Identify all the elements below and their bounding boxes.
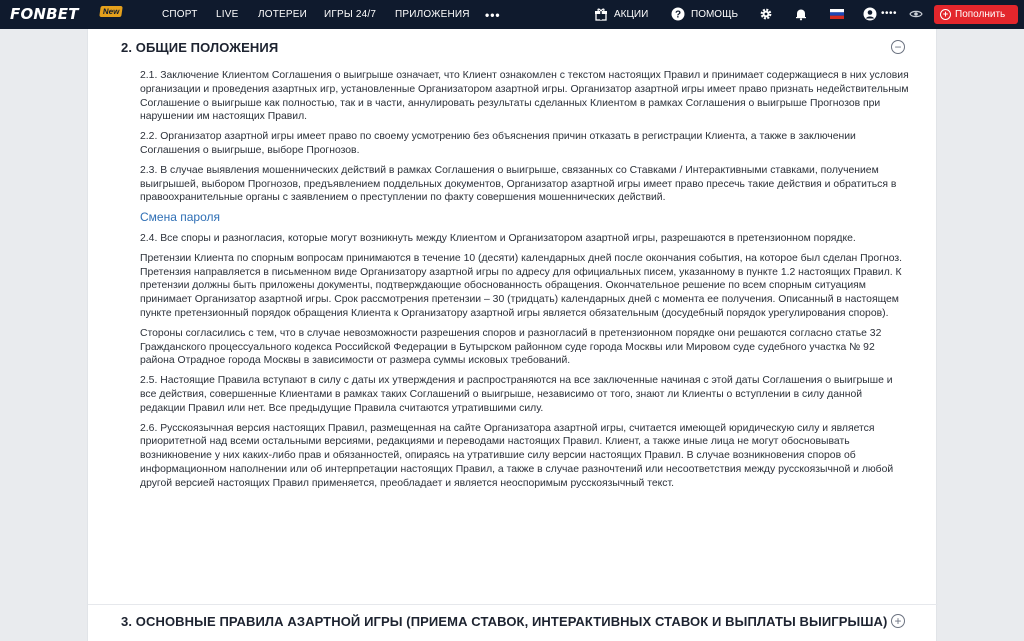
expand-section-3-button[interactable]: +	[891, 614, 905, 628]
fonbet-logo[interactable]: FONBET	[10, 5, 79, 23]
help-link[interactable]: ПОМОЩЬ	[691, 9, 739, 20]
section-2-body	[140, 69, 910, 497]
balance-hidden[interactable]: ••••	[881, 8, 898, 19]
deposit-button[interactable]	[934, 5, 1018, 24]
russian-flag-icon[interactable]	[830, 9, 844, 19]
more-menu-button[interactable]: •••	[485, 8, 501, 22]
paragraph-2-3: 2.3. В случае выявления мошеннических действий в рамках Соглашения о выигрыше, связанных со Ставками / Интерактивными ставками, получением выигрышей, выбором Прогнозов, предъявлением поддельных документов, Организатор азартной игры имеет право пресечь такие действия и обратиться в правоохранительные органы с заявлением о преступлении по факту совершения мошеннических действий.	[140, 164, 897, 204]
top-navigation-bar	[0, 0, 1024, 29]
nav-lotteries[interactable]: ЛОТЕРЕИ	[258, 9, 308, 20]
rules-content-panel	[87, 29, 937, 641]
change-password-link[interactable]: Смена пароля	[140, 210, 220, 225]
help-icon[interactable]	[671, 7, 685, 21]
user-icon[interactable]	[863, 7, 877, 21]
section-3-title[interactable]: 3. ОСНОВНЫЕ ПРАВИЛА АЗАРТНОЙ ИГРЫ (ПРИЕМА СТАВОК, ИНТЕРАКТИВНЫХ СТАВОК И ВЫПЛАТЫ ВЫИГРЫША)	[121, 614, 888, 629]
eye-icon[interactable]	[909, 7, 923, 21]
promotions-link[interactable]: АКЦИИ	[614, 9, 649, 20]
paragraph-2-5: 2.5. Настоящие Правила вступают в силу с даты их утверждения и распространяются на все заключенные начиная с этой даты Соглашения о выигрыше и все действия, совершенные Клиентами в рамках таких Соглашений о выигрыше, независимо от того, знают ли Клиенты о вступлении в силу данной редакции Правил или нет. Все предыдущие Правила считаются утратившими силу.	[140, 375, 893, 414]
deposit-label: Пополнить	[955, 9, 1006, 20]
nav-live[interactable]: LIVE	[216, 9, 239, 20]
bell-icon[interactable]	[794, 7, 808, 21]
svg-text:?: ?	[674, 9, 682, 21]
collapse-section-2-button[interactable]: −	[891, 40, 905, 54]
gear-icon[interactable]	[759, 7, 773, 21]
nav-apps[interactable]: ПРИЛОЖЕНИЯ	[395, 9, 470, 20]
gift-icon[interactable]	[594, 7, 608, 21]
paragraph-2-6: 2.6. Русскоязычная версия настоящих Правил, размещенная на сайте Организатора азартной игры, считается имеющей юридическую силу и является приоритетной над всеми остальными версиями, редакциями и переводами настоящих Правил. Клиент, а также иные лица не могут обосновывать возникновение у них каких-либо прав и обязанностей, опираясь на утратившие силу версии настоящих Правил. В случае возникновения споров об информационном наполнении или об интерпретации настоящих Правил, а также в случае разночтений или несоответствия между русскоязычной и любой другой версией настоящих Правил применяется, преобладает и является неоспоримым русскоязычный текст.	[140, 422, 894, 489]
new-badge: New	[99, 6, 123, 17]
paragraph-2-4: 2.4. Все споры и разногласия, которые могут возникнуть между Клиентом и Организатором азартной игры, разрешаются в претензионном порядке.	[140, 232, 856, 244]
paragraph-2-2: 2.2. Организатор азартной игры имеет право по своему усмотрению без объяснения причин отказать в регистрации Клиента, а также в заключении Соглашения о выигрыше, выборе Прогнозов.	[140, 131, 856, 156]
nav-games-24-7[interactable]: ИГРЫ 24/7	[324, 9, 377, 20]
section-divider	[88, 604, 938, 605]
paragraph-2-1: 2.1. Заключение Клиентом Соглашения о выигрыше означает, что Клиент ознакомлен с текстом настоящих Правил и принимает содержащиеся в них условия организации и проведения азартных игр, установленные Организатором азартной игры. Организатор азартной игры имеет право признать недействительным Соглашение о выигрыше как полностью, так и в части, аннулировать результаты сделанных Клиентом в рамках Соглашения о выигрыше Прогнозов при нарушении им настоящих Правил.	[140, 70, 909, 123]
paragraph-claims: Претензии Клиента по спорным вопросам принимаются в течение 10 (десяти) календарных дней после окончания события, на которое был сделан Прогноз. Претензия направляется в письменном виде Организатору азартной игры по адресу для официальных писем, указанному в пункте 1.2 настоящих Правил. К претензии должны быть приложены документы, подтверждающие обоснованность обращения. Окончательное решение по всем спорным ситуациям принимает Организатор азартной игры. Срок рассмотрения претензии – 30 (тридцать) календарных дней с момента ее получения. Описанный в настоящем пункте претензионный порядок обращения Клиента к Организатору азартной игры является обязательным (досудебный порядок урегулирования споров).	[140, 252, 903, 319]
paragraph-court: Стороны согласились с тем, что в случае невозможности разрешения споров и разногласий в претензионном порядке они решаются согласно статье 32 Гражданского процессуального кодекса Российской Федерации в Бутырском районном суде города Москвы или Мировом суде судебного участка № 92 района Отрадное города Москвы в зависимости от размера суммы исковых требований.	[140, 327, 882, 367]
plus-icon: +	[940, 9, 951, 20]
nav-sport[interactable]: СПОРТ	[162, 9, 198, 20]
section-2-title[interactable]: 2. ОБЩИЕ ПОЛОЖЕНИЯ	[121, 40, 279, 55]
